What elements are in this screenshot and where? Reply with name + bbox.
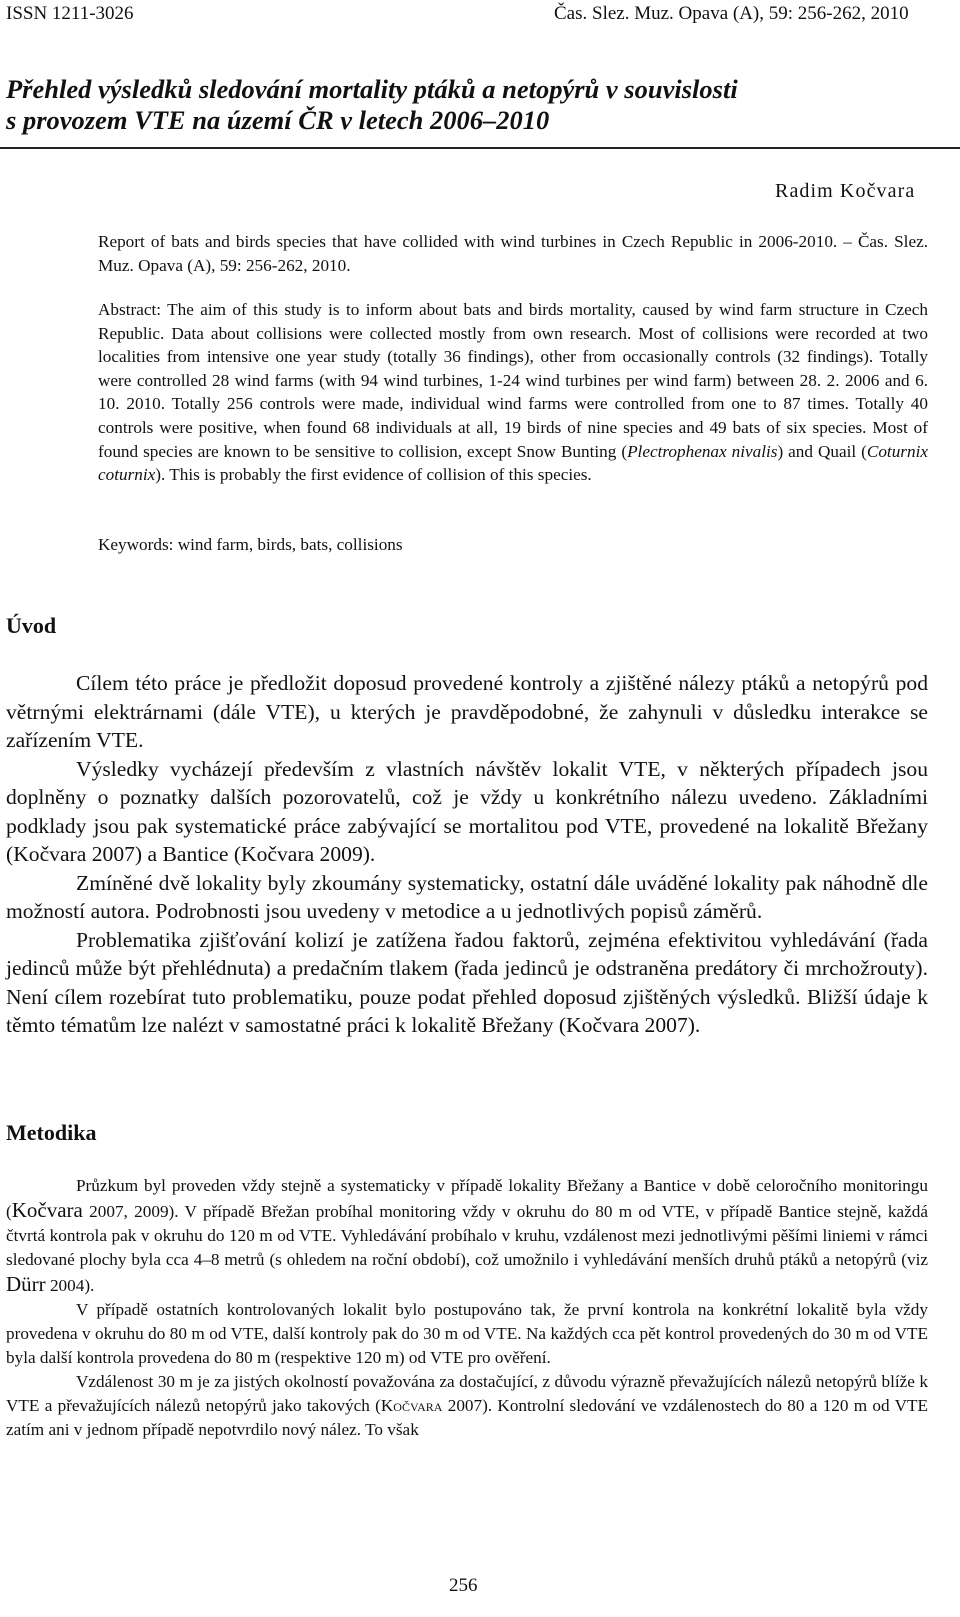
- section-heading-metodika: Metodika: [6, 1120, 97, 1145]
- section-heading-uvod: Úvod: [6, 613, 57, 638]
- page-number: 256: [449, 1575, 478, 1596]
- abstract-text-2: ) and Quail (: [777, 441, 867, 461]
- methods-text: 2004).: [45, 1276, 95, 1295]
- abstract: [98, 298, 928, 487]
- introduction-body: [6, 669, 928, 1040]
- keywords: Keywords: wind farm, birds, bats, collisions: [98, 535, 403, 554]
- abstract-text-3: ). This is probably the first evidence of collision of this species.: [155, 465, 592, 485]
- species-name: Plectrophenax nivalis: [627, 441, 778, 461]
- methods-text: Vzdálenost 30 m je za jistých okolností považována za dostačující, z důvodu výrazně převažujících nálezů netopýrů blíže k VTE a převažujících nálezů netopýrů jako takových (: [6, 1372, 928, 1415]
- intro-paragraph: Cílem této práce je předložit doposud provedené kontroly a zjištěné nálezy ptáků a netopýrů pod větrnými elektrárnami (dále VTE), u kterých je pravděpodobné, že zahynuli v důsledku interakce se zařízením VTE.: [6, 671, 928, 752]
- methods-paragraph: [6, 1174, 928, 1298]
- methods-paragraph: [6, 1370, 928, 1442]
- methods-text: Průzkum byl proveden vždy stejně a systematicky v případě lokality Břežany a Bantice v době celoročního monitoringu (: [6, 1176, 928, 1221]
- issn: ISSN 1211-3026: [6, 3, 134, 24]
- title-line-2: s provozem VTE na území ČR v letech 2006–2010: [6, 105, 550, 135]
- citation-author: Kočvara: [11, 1198, 83, 1222]
- title-line-1: Přehled výsledků sledování mortality ptáků a netopýrů v souvislosti: [6, 74, 738, 104]
- title-divider: [0, 147, 960, 149]
- methods-paragraph: V případě ostatních kontrolovaných lokalit bylo postupováno tak, že první kontrola na konkrétní lokalitě byla vždy provedena v okruhu do 80 m od VTE, další kontroly pak do 30 m od VTE. Na každých cca pět kontrol provedených do 30 m od VTE byla další kontrola provedena do 80 m (respektive 120 m) od VTE pro ověření.: [6, 1300, 928, 1367]
- methods-text: 2007, 2009). V případě Břežan probíhal monitoring vždy v okruhu do 80 m od VTE, v případě Bantice stejně, každá čtvrtá kontrola pak v okruhu do 120 m od VTE. Vyhledávání probíhalo v kruhu, vzdálenost mezi jednotlivými pěšími liniemi v rámci sledované plochy byla cca 4–8 metrů (s ohledem na roční období), což umožnilo i vyhledávání menších druhů ptáků a netopýrů (viz: [6, 1202, 928, 1269]
- intro-paragraph: Výsledky vycházejí především z vlastních návštěv lokalit VTE, v některých případech jsou doplněny o poznatky dalších pozorovatelů, což je vždy u konkrétního nálezu uvedeno. Základními podklady jsou pak systematické práce zabývající se mortalitou pod VTE, provedené na lokalitě Břežany (Kočvara 2007) a Bantice (Kočvara 2009).: [6, 756, 928, 866]
- abstract-text-1: Abstract: The aim of this study is to inform about bats and birds mortality, caused by wind farm structure in Czech Republic. Data about collisions were collected mostly from own research. Most of collisions were recorded at two localities from intensive one year study (totally 36 findings), other from occasionally controls (32 findings). Totally were controlled 28 wind farms (with 94 wind turbines, 1-24 wind turbines per wind farm) between 28. 2. 2006 and 6. 10. 2010. Totally 256 controls were made, individual wind farms were controlled from one to 87 times. Totally 40 controls were positive, when found 68 individuals at all, 19 birds of nine species and 49 bats of six species. Most of found species are known to be sensitive to collision, except Snow Bunting (: [98, 300, 928, 461]
- english-citation: Report of bats and birds species that have collided with wind turbines in Czech Republic in 2006-2010. – Čas. Slez. Muz. Opava (A), 59: 256-262, 2010.: [98, 232, 928, 275]
- journal-reference: Čas. Slez. Muz. Opava (A), 59: 256-262, 2010: [554, 3, 909, 24]
- intro-paragraph: Zmíněné dvě lokality byly zkoumány systematicky, ostatní dále uváděné lokality pak náhodně dle možností autora. Podrobnosti jsou uvedeny v metodice a u jednotlivých popisů záměrů.: [6, 870, 928, 923]
- citation-author: Kočvara: [380, 1396, 443, 1415]
- methods-text: 2007). Kontrolní sledování ve vzdálenostech do 80 a 120 m od VTE zatím ani v jednom případě nepotvrdilo nový nález. To však: [6, 1396, 928, 1439]
- author-name: Radim Kočvara: [775, 180, 916, 202]
- intro-paragraph: Problematika zjišťování kolizí je zatížena řadou faktorů, zejména efektivitou vyhledávání (řada jedinců může být přehlédnuta) a predačním tlakem (řada jedinců je odstraněna predátory či mrchožrouty). Není cílem rozebírat tuto problematiku, pouze podat přehled doposud zjištěných výsledků. Bližší údaje k těmto tématům lze nalézt v samostatné práci k lokalitě Břežany (Kočvara 2007).: [6, 927, 928, 1037]
- methods-body: [6, 1174, 928, 1442]
- citation-author: Dürr: [6, 1272, 46, 1296]
- article-title: [6, 74, 946, 136]
- species-name: Coturnix coturnix: [98, 441, 928, 485]
